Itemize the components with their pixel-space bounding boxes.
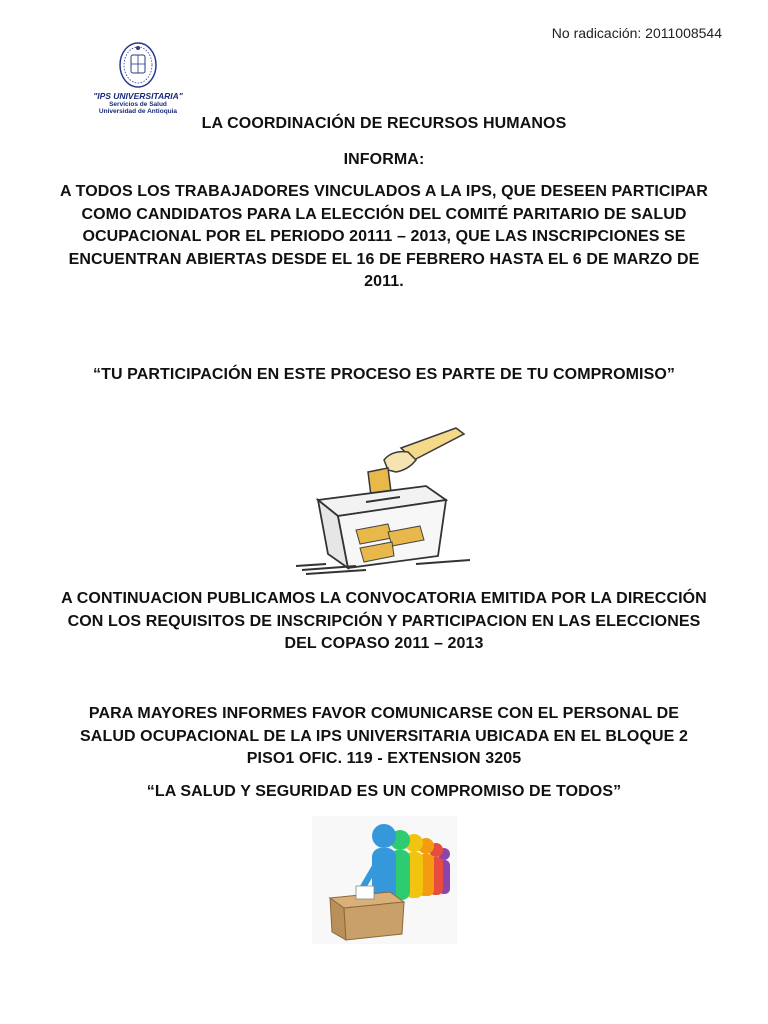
heading: LA COORDINACIÓN DE RECURSOS HUMANOS bbox=[201, 115, 567, 132]
logo-subtitle-1: Servicios de Salud bbox=[109, 101, 167, 108]
people-voting-illustration bbox=[312, 816, 457, 944]
contact-paragraph: PARA MAYORES INFORMES FAVOR COMUNICARSE CON EL PERSONAL DE SALUD OCUPACIONAL DE LA IPS UNIVERSITARIA UBICADA EN EL BLOQUE 2 PISO1 OFIC. 119 - EXTENSION 3205 bbox=[80, 705, 688, 767]
participation-motto: “TU PARTICIPACIÓN EN ESTE PROCESO ES PARTE DE TU COMPROMISO” bbox=[92, 366, 676, 383]
ballot-box-illustration bbox=[296, 420, 476, 578]
logo-brand-text: "IPS UNIVERSITARIA" bbox=[93, 91, 183, 101]
safety-motto: “LA SALUD Y SEGURIDAD ES UN COMPROMISO DE TODOS” bbox=[146, 783, 622, 800]
seal-icon bbox=[116, 40, 160, 90]
informa-label: INFORMA: bbox=[343, 151, 425, 168]
convocatoria-paragraph: A CONTINUACION PUBLICAMOS LA CONVOCATORIA EMITIDA POR LA DIRECCIÓN CON LOS REQUISITOS DE INSCRIPCIÓN Y PARTICIPACION EN LAS ELECCIONES DEL COPASO 2011 – 2013 bbox=[61, 590, 707, 652]
radicacion-number: No radicación: 2011008544 bbox=[551, 25, 722, 41]
announcement-paragraph: A TODOS LOS TRABAJADORES VINCULADOS A LA IPS, QUE DESEEN PARTICIPAR COMO CANDIDATOS PARA LA ELECCIÓN DEL COMITÉ PARITARIO DE SALUD OCUPACIONAL POR EL PERIODO 20111 – 2013, QUE LAS INSCRIPCIONES SE ENCUENTRAN ABIERTAS DESDE EL 16 DE FEBRERO HASTA EL 6 DE MARZO DE 2011. bbox=[60, 183, 708, 290]
logo-subtitle-2: Universidad de Antioquia bbox=[98, 108, 178, 115]
ips-universitaria-logo bbox=[88, 40, 188, 118]
